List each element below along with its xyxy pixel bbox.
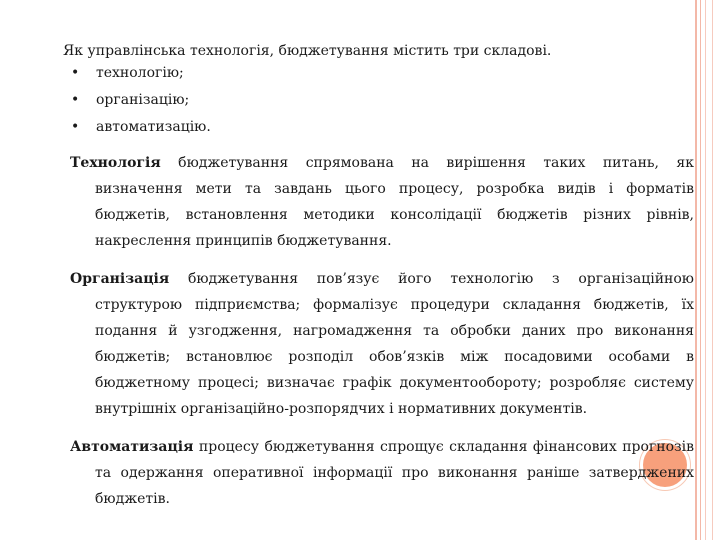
list-item: [63, 117, 211, 144]
bullet-list: [63, 63, 211, 144]
paragraph-organization: [70, 266, 694, 422]
bullet-icon: •: [71, 92, 80, 108]
term-organization: Організація: [70, 271, 170, 287]
paragraph-technology-text: бюджетування спрямована на вирішення таких питань, як визначення мети та завдань цього процесу, розробка видів і форматів бюджетів, встановлення методики консолідації бюджетів різних рівнів, накреслення принципів бюджетування.: [95, 155, 694, 249]
paragraph-technology: [70, 150, 694, 254]
bullet-icon: •: [71, 119, 80, 135]
bullet-icon: •: [71, 65, 80, 81]
term-technology: Технологія: [70, 155, 161, 171]
paragraph-automation: [70, 434, 694, 512]
list-item-text: автоматизацію.: [96, 119, 211, 135]
list-item-text: технологію;: [96, 65, 184, 81]
list-item-text: організацію;: [96, 92, 190, 108]
intro-text: Як управлінська технологія, бюджетування містить три складові.: [63, 43, 552, 59]
list-item: [63, 63, 211, 90]
paragraph-automation-text: процесу бюджетування спрощує складання фінансових прогнозів та одержання оперативної інформації про виконання раніше затверджених бюджетів.: [95, 439, 695, 507]
term-automation: Автоматизація: [70, 439, 194, 455]
list-item: [63, 90, 211, 117]
paragraph-organization-text: бюджетування пов’язує його технологію з організаційною структурою підприємства; формалізує процедури складання бюджетів, їх подання й узгодження, нагромадження та обробки даних про виконання бюджетів; встановлює розподіл обов’язків між посадовими особами в бюджетному процесі; визначає графік документообороту; розробляє систему внутрішніх організаційно-розпорядчих і нормативних документів.: [95, 271, 694, 417]
